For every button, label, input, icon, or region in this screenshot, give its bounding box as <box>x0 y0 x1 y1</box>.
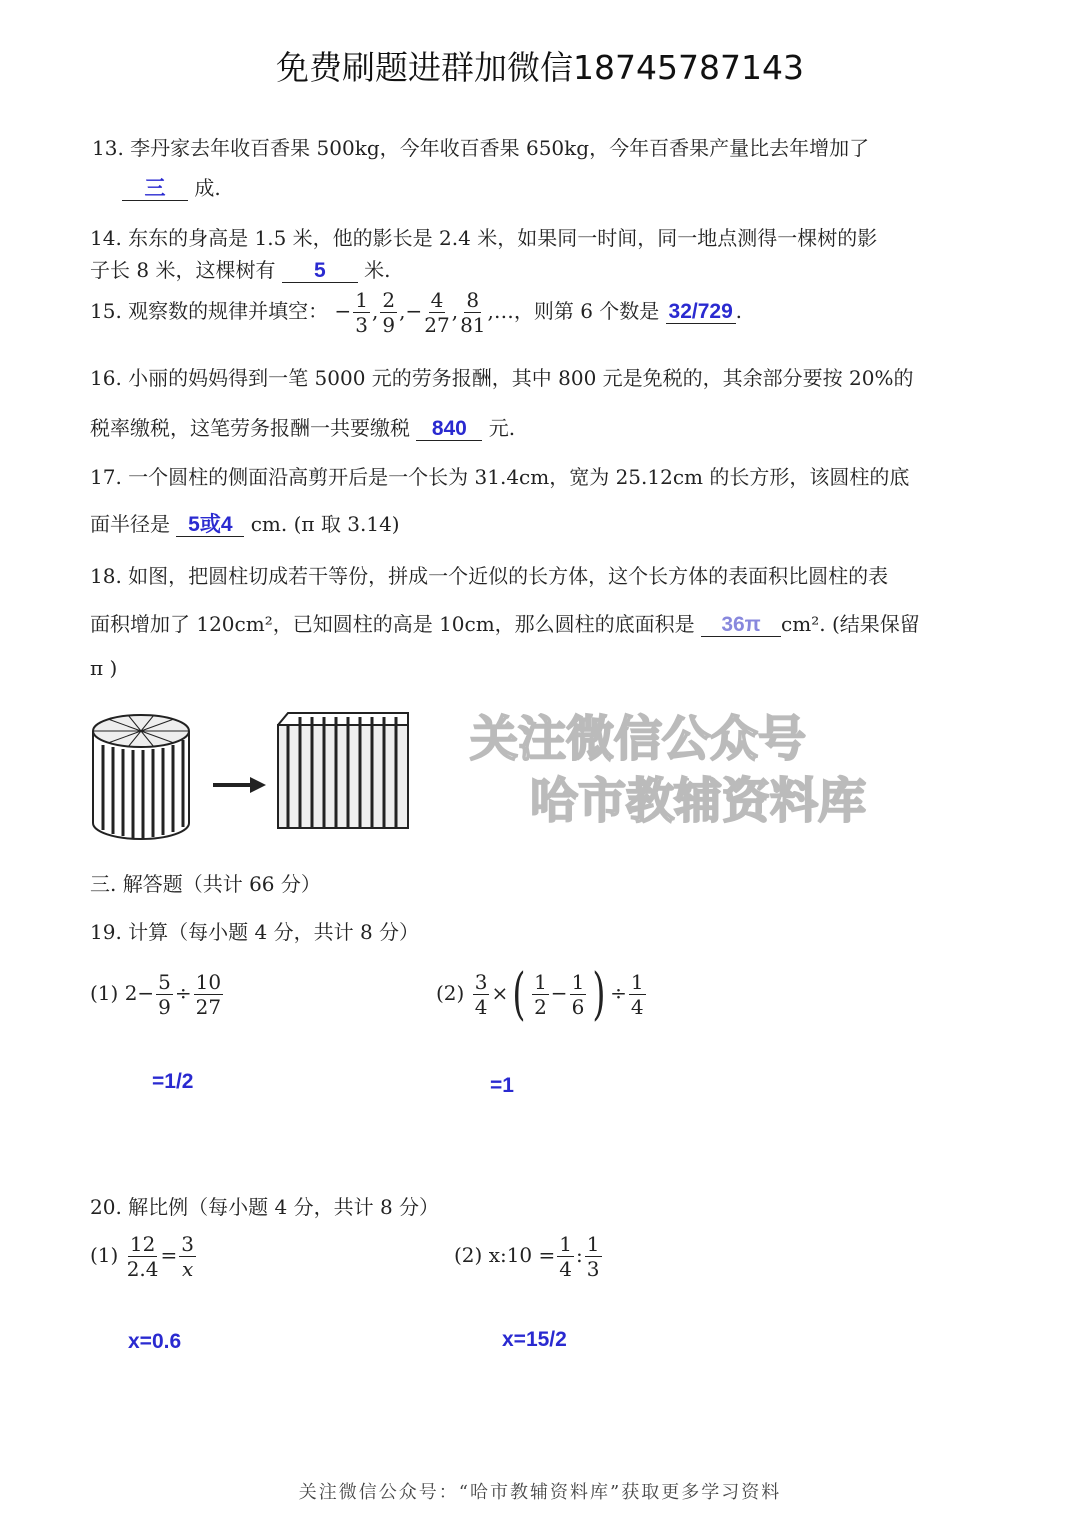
q20-title: 20. 解比例（每小题 4 分，共计 8 分） <box>90 1195 440 1219</box>
q14-text: 14. 东东的身高是 1.5 米，他的影长是 2.4 米，如果同一时间，同一地点测得一棵树的影 <box>90 226 878 250</box>
watermark-line-2: 哈市教辅资料库 <box>530 773 867 829</box>
numerator: 1 <box>559 1232 573 1256</box>
denominator: 81 <box>460 313 486 337</box>
numerator: 2 <box>382 288 396 312</box>
right-paren: ) <box>592 962 606 1027</box>
denominator: 3 <box>355 313 369 337</box>
comma: , <box>372 299 379 323</box>
q17-text: 17. 一个圆柱的侧面沿高剪开后是一个长为 31.4cm，宽为 25.12cm 的长方形，该圆柱的底 <box>90 465 910 489</box>
divide-sign: ÷ <box>174 981 192 1005</box>
q17-tail: cm. (π 取 3.14) <box>250 512 400 536</box>
denominator: 2.4 <box>126 1257 159 1281</box>
numerator: 12 <box>129 1232 156 1256</box>
q18-text: 18. 如图，把圆柱切成若干等份，拼成一个近似的长方体，这个长方体的表面积比圆柱的表 <box>90 564 889 588</box>
denominator: 27 <box>424 313 450 337</box>
numerator: 5 <box>158 970 171 994</box>
q15-answer: 32/729 <box>668 300 733 323</box>
q13-answer-line <box>122 172 221 201</box>
q18-line3: π ) <box>90 656 118 680</box>
q16-tail: 元. <box>488 416 516 440</box>
q14-answer: 5 <box>313 259 326 282</box>
denominator: 4 <box>559 1257 573 1281</box>
q19-answer-2: =1 <box>490 1074 514 1097</box>
numerator: 3 <box>474 970 488 994</box>
q18-answer: 36π <box>721 613 761 636</box>
q17-answer: 5或4 <box>188 513 233 536</box>
sign: − <box>405 299 423 323</box>
fraction <box>532 970 549 1019</box>
q20-answer-1: x=0.6 <box>128 1330 182 1353</box>
watermark <box>470 708 866 832</box>
comma: , <box>451 299 459 323</box>
q19-p2-label: (2) <box>436 981 465 1005</box>
equals-sign: = <box>160 1243 178 1267</box>
fraction <box>629 970 646 1019</box>
comma: , <box>399 299 406 323</box>
cylinder-icon <box>93 715 189 839</box>
fraction <box>585 1232 602 1281</box>
denominator: 4 <box>474 995 488 1019</box>
fraction <box>194 970 223 1019</box>
q15-sequence <box>334 288 488 337</box>
q18-tail: cm². (结果保留 <box>781 612 920 636</box>
q13-tail: 成. <box>194 176 221 200</box>
fraction <box>460 288 485 337</box>
q13-text: 13. 李丹家去年收百香果 500kg，今年收百香果 650kg，今年百香果产量比去年增加了 <box>92 136 870 160</box>
fraction <box>557 1232 574 1281</box>
denominator: 6 <box>571 995 585 1019</box>
q16-answer: 840 <box>431 417 467 440</box>
fraction <box>380 288 397 337</box>
denominator: 2 <box>534 995 547 1019</box>
divide-sign: ÷ <box>610 981 627 1005</box>
q15-line <box>90 288 742 337</box>
q18-text2: 面积增加了 120cm²，已知圆柱的高是 10cm，那么圆柱的底面积是 <box>90 612 695 636</box>
q13-answer: 三 <box>144 177 166 200</box>
q19-part1 <box>90 970 225 1019</box>
q18-line2 <box>90 608 920 637</box>
q19-p1-label: (1) 2− <box>90 981 155 1005</box>
q15-tail: . <box>735 299 743 323</box>
q15-text: 15. 观察数的规律并填空： <box>90 299 329 323</box>
q16-line2 <box>90 412 515 441</box>
header-banner: 免费刷题进群加微信18745787143 <box>276 48 804 87</box>
q14-tail: 米. <box>364 258 391 282</box>
watermark-line-1: 关注微信公众号 <box>470 711 807 767</box>
fraction <box>570 970 587 1019</box>
section-3-heading: 三. 解答题（共计 66 分） <box>90 872 321 896</box>
times-sign: × <box>491 981 509 1005</box>
denominator: x <box>182 1257 194 1281</box>
sign: − <box>334 299 352 323</box>
q14-text2: 子长 8 米，这棵树有 <box>90 258 276 282</box>
numerator: 4 <box>430 288 444 312</box>
fraction <box>179 1232 196 1281</box>
denominator: 27 <box>195 995 222 1019</box>
q14-line2 <box>90 254 391 283</box>
minus-sign: − <box>550 981 568 1005</box>
left-paren: ( <box>512 962 526 1027</box>
denominator: 9 <box>158 995 171 1019</box>
denominator: 3 <box>586 1257 600 1281</box>
q19-answer-1: =1/2 <box>152 1070 194 1093</box>
cuboid-icon <box>278 713 408 828</box>
q15-ellipsis: ,…，则第 6 个数是 <box>487 299 660 323</box>
q20-p2-label: (2) x:10 = <box>454 1243 556 1267</box>
numerator: 1 <box>534 970 547 994</box>
q20-answer-2: x=15/2 <box>502 1328 567 1351</box>
q17-text2: 面半径是 <box>90 512 170 536</box>
q16-text2: 税率缴税，这笔劳务报酬一共要缴税 <box>90 416 410 440</box>
numerator: 1 <box>571 970 585 994</box>
q16-text: 16. 小丽的妈妈得到一笔 5000 元的劳务报酬，其中 800 元是免税的，其余部分要按 20%的 <box>90 366 914 390</box>
numerator: 1 <box>630 970 644 994</box>
q19-title: 19. 计算（每小题 4 分，共计 8 分） <box>90 920 420 944</box>
arrow-right-icon <box>213 777 266 793</box>
fraction <box>353 288 370 337</box>
footer-text: 关注微信公众号：“哈市教辅资料库”获取更多学习资料 <box>298 1482 782 1503</box>
fraction <box>127 1232 159 1281</box>
numerator: 1 <box>586 1232 600 1256</box>
numerator: 10 <box>195 970 222 994</box>
q20-p1-label: (1) <box>90 1243 119 1267</box>
q19-part2 <box>436 962 648 1027</box>
q20-part1 <box>90 1232 198 1281</box>
numerator: 3 <box>181 1232 195 1256</box>
numerator: 8 <box>466 288 480 312</box>
fraction <box>424 288 449 337</box>
denominator: 4 <box>630 995 644 1019</box>
numerator: 1 <box>355 288 369 312</box>
q17-line2 <box>90 508 400 537</box>
denominator: 9 <box>382 313 396 337</box>
cylinder-figure <box>88 705 418 845</box>
q20-part2 <box>454 1232 604 1281</box>
fraction <box>156 970 173 1019</box>
colon: : <box>576 1243 583 1267</box>
fraction <box>473 970 490 1019</box>
